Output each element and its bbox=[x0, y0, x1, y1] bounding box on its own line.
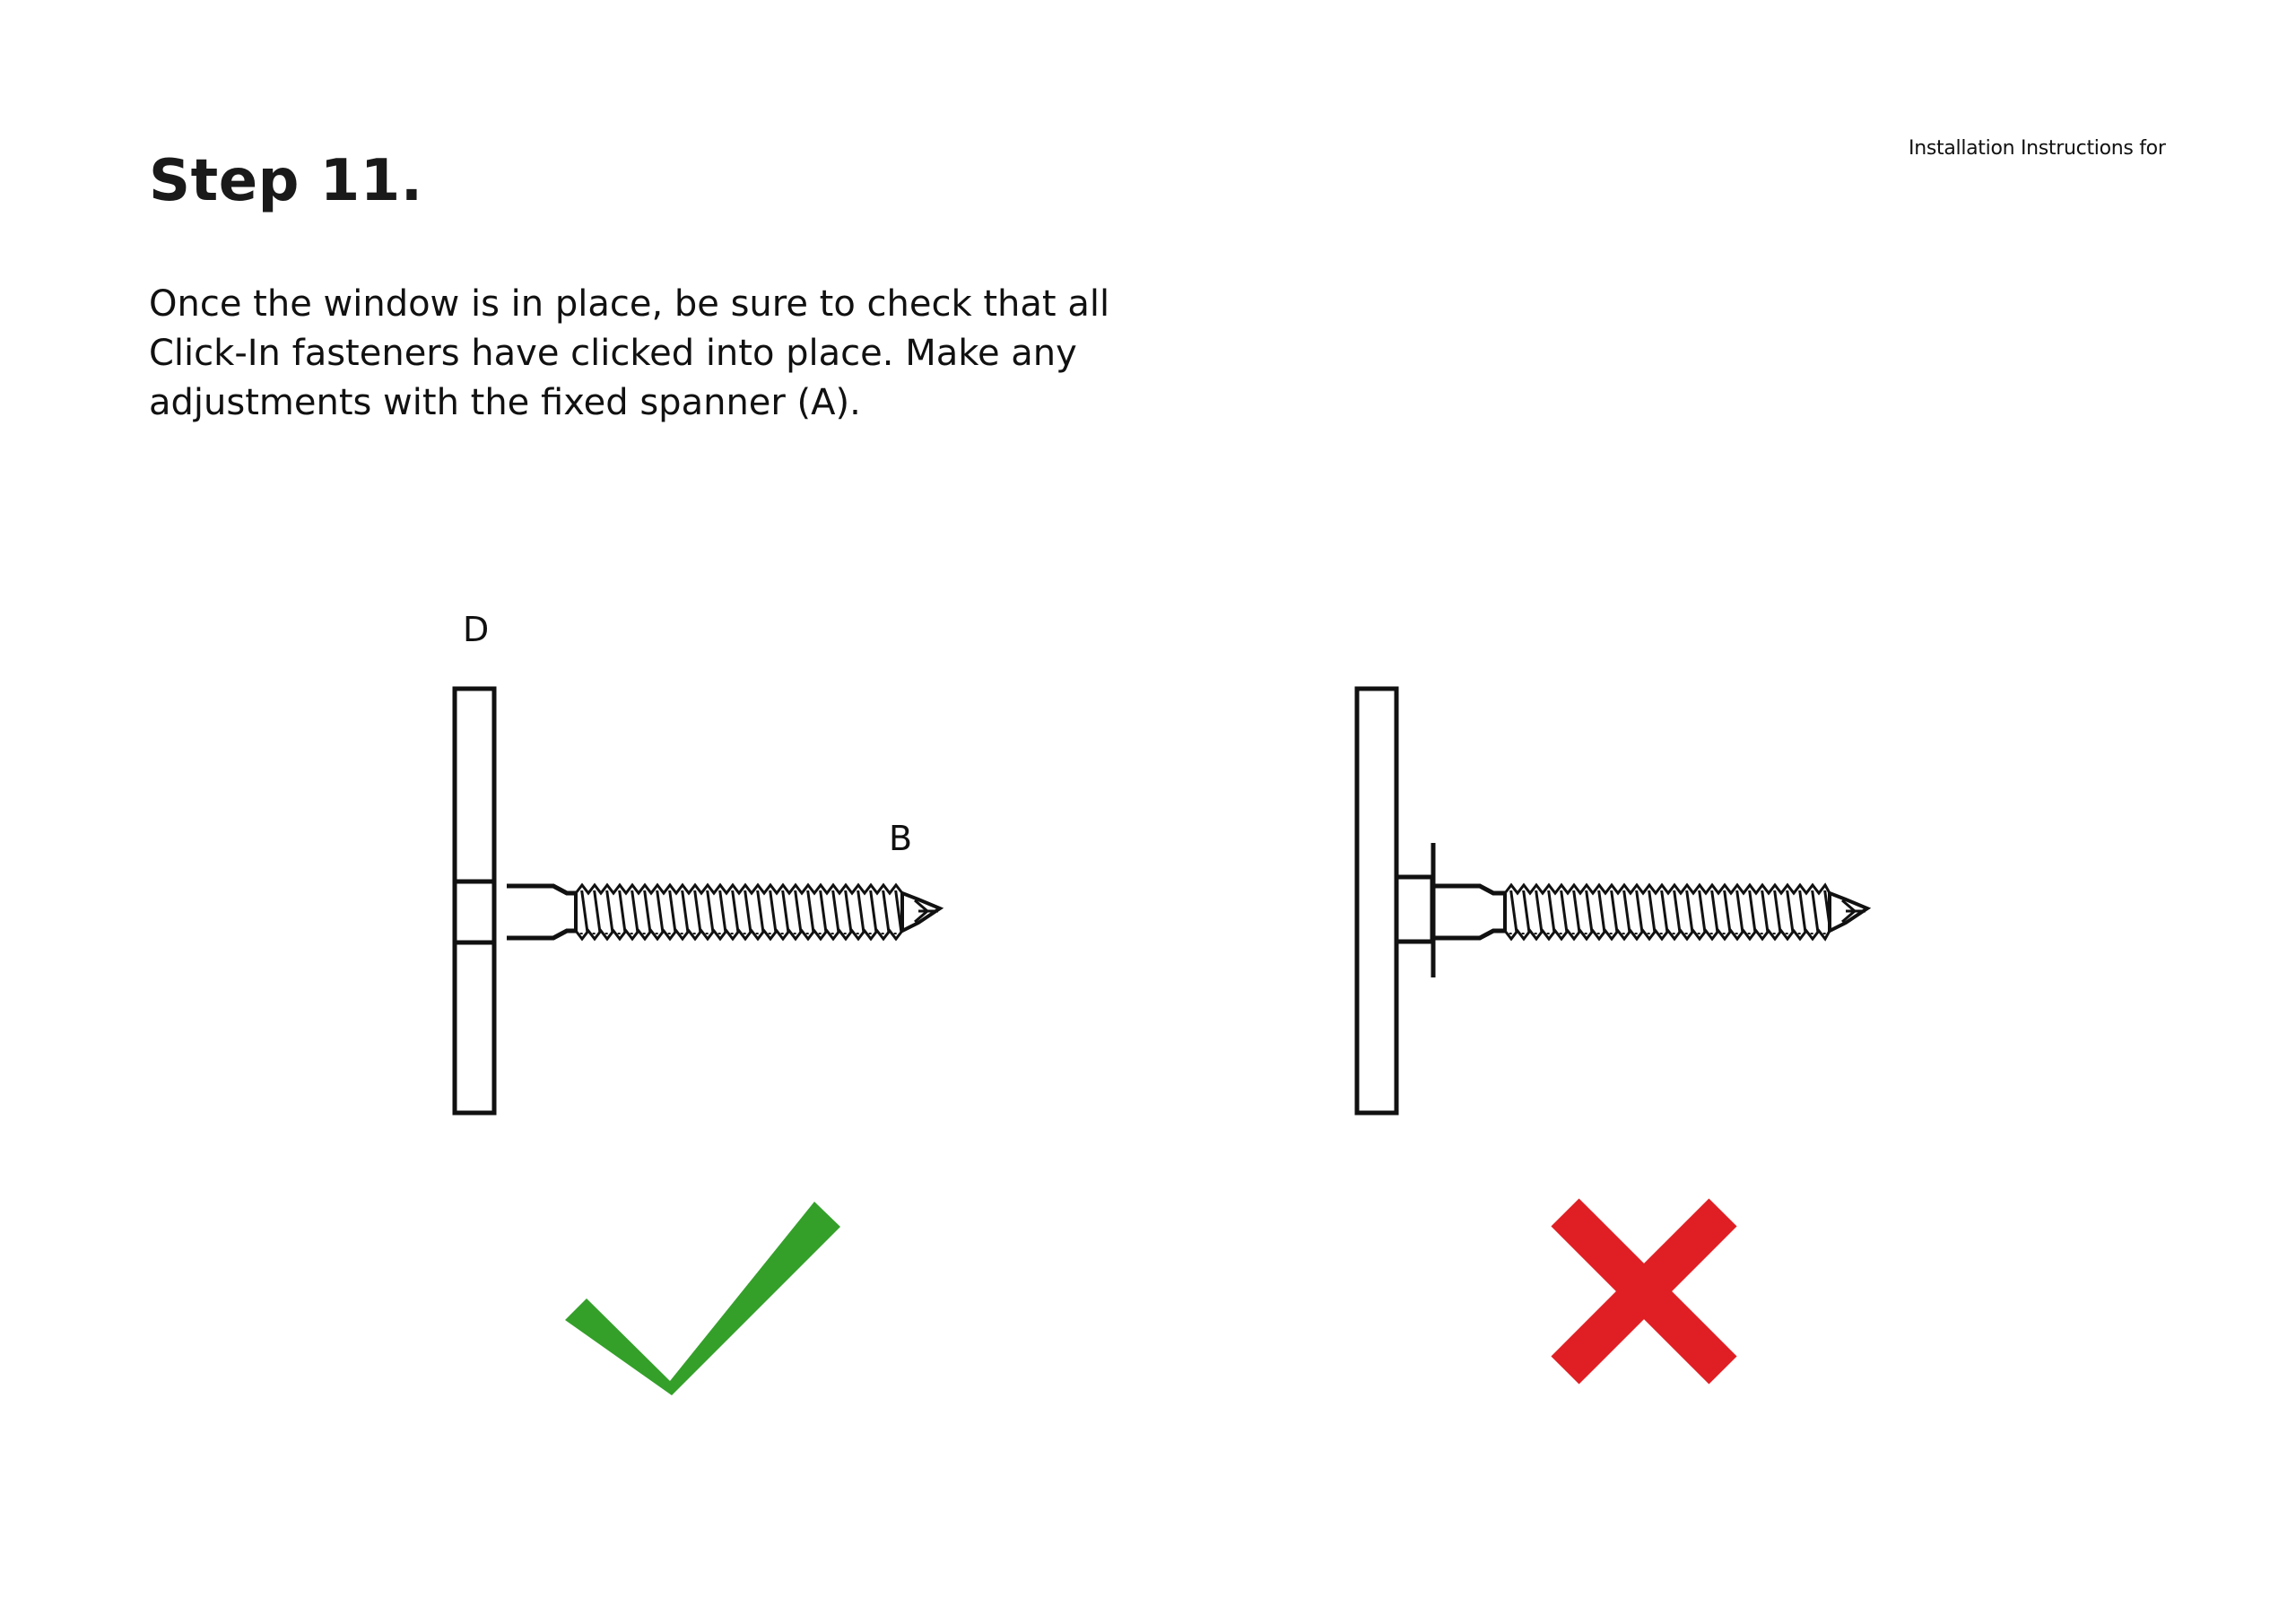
screw-thread-bottom bbox=[1505, 931, 1830, 939]
screw-thread-bottom bbox=[576, 931, 902, 939]
board-label-d: D bbox=[463, 610, 490, 649]
screw-thread-top bbox=[576, 885, 902, 893]
frame-board bbox=[455, 689, 494, 1113]
check-icon bbox=[565, 1202, 840, 1395]
step-title: Step 11. bbox=[149, 148, 423, 214]
document-header-note: Installation Instructions for bbox=[1909, 137, 2166, 160]
cross-icon bbox=[1565, 1212, 1723, 1370]
screw-thread-top bbox=[1505, 885, 1830, 893]
screw-label-b: B bbox=[889, 819, 913, 858]
incorrect-installation-figure bbox=[1357, 689, 1867, 1370]
frame-board bbox=[1357, 689, 1396, 1113]
screw-b bbox=[507, 885, 940, 939]
screw-head bbox=[1396, 877, 1432, 942]
correct-installation-figure bbox=[455, 610, 940, 1395]
screw-unseated bbox=[1435, 885, 1867, 939]
step-instructions: Once the window is in place, be sure to check that all Click-In fasteners have clicked into place. Make any adjustments with the fixed spanner (A). bbox=[149, 283, 1110, 423]
